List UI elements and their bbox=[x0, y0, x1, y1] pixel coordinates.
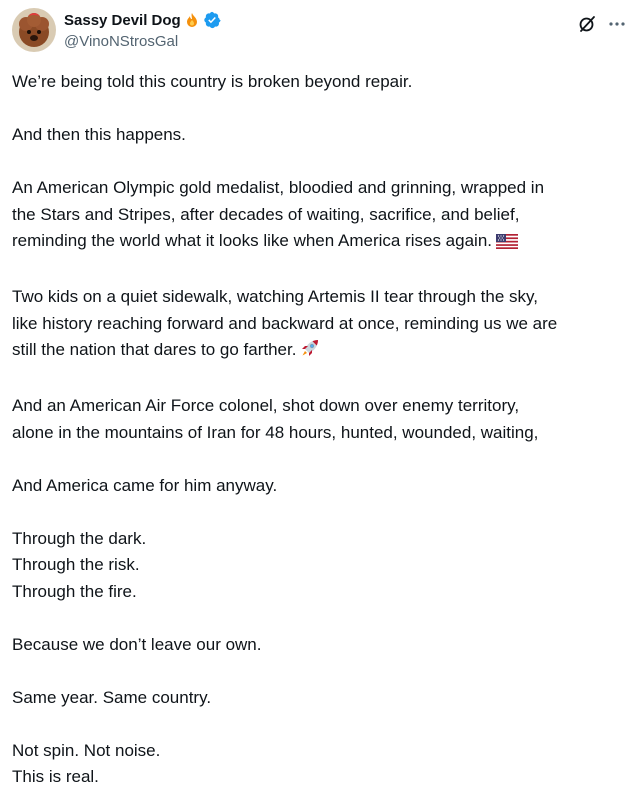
text-line: And then this happens. bbox=[12, 125, 186, 144]
text-line: Not spin. Not noise. bbox=[12, 740, 161, 760]
paragraph bbox=[12, 473, 627, 500]
display-name[interactable]: Sassy Devil Dog bbox=[64, 11, 181, 29]
text-line-with-emoji bbox=[12, 228, 627, 258]
handle[interactable]: @VinoNStrosGal bbox=[64, 33, 179, 50]
text-line: Two kids on a quiet sidewalk, watching Artemis II tear through the sky, bbox=[12, 287, 538, 306]
text-line: the Stars and Stripes, after decades of waiting, sacrifice, and belief, bbox=[12, 204, 520, 224]
paragraph bbox=[12, 685, 627, 712]
rocket-icon bbox=[300, 338, 320, 367]
text-line: Through the risk. bbox=[12, 555, 140, 574]
author-info bbox=[64, 10, 221, 50]
text-line: An American Olympic gold medalist, bloodied and grinning, wrapped in bbox=[12, 178, 545, 197]
more-icon[interactable] bbox=[607, 14, 627, 34]
verified-badge-icon[interactable] bbox=[203, 11, 221, 29]
text-line: Because we don’t leave our own. bbox=[12, 634, 262, 654]
post-header bbox=[12, 8, 627, 56]
text-line: still the nation that dares to go farther. bbox=[12, 340, 297, 359]
text-line: reminding the world what it looks like when America rises again. bbox=[12, 231, 493, 250]
text-line: alone in the mountains of Iran for 48 hours, hunted, wounded, waiting, bbox=[12, 422, 539, 442]
text-line: We’re being told this country is broken beyond repair. bbox=[12, 72, 413, 91]
text-line: And America came for him anyway. bbox=[12, 475, 278, 495]
paragraph bbox=[12, 69, 627, 96]
text-line-with-emoji bbox=[12, 337, 627, 367]
paragraph bbox=[12, 122, 627, 149]
post-text bbox=[12, 69, 627, 791]
top-actions bbox=[577, 14, 627, 34]
paragraph bbox=[12, 284, 627, 367]
text-line: Same year. Same country. bbox=[12, 687, 212, 707]
paragraph bbox=[12, 393, 627, 446]
fire-icon bbox=[184, 12, 200, 28]
text-line: Through the dark. bbox=[12, 528, 147, 548]
paragraph bbox=[12, 738, 627, 791]
avatar[interactable] bbox=[12, 8, 56, 52]
text-line: Through the fire. bbox=[12, 581, 137, 601]
text-line: And an American Air Force colonel, shot down over enemy territory, bbox=[12, 396, 520, 415]
us-flag-icon bbox=[496, 231, 518, 258]
paragraph bbox=[12, 526, 627, 606]
text-line: This is real. bbox=[12, 767, 99, 786]
paragraph bbox=[12, 175, 627, 258]
paragraph bbox=[12, 632, 627, 659]
grok-icon[interactable] bbox=[577, 14, 597, 34]
text-line: like history reaching forward and backward at once, reminding us we are bbox=[12, 313, 558, 333]
